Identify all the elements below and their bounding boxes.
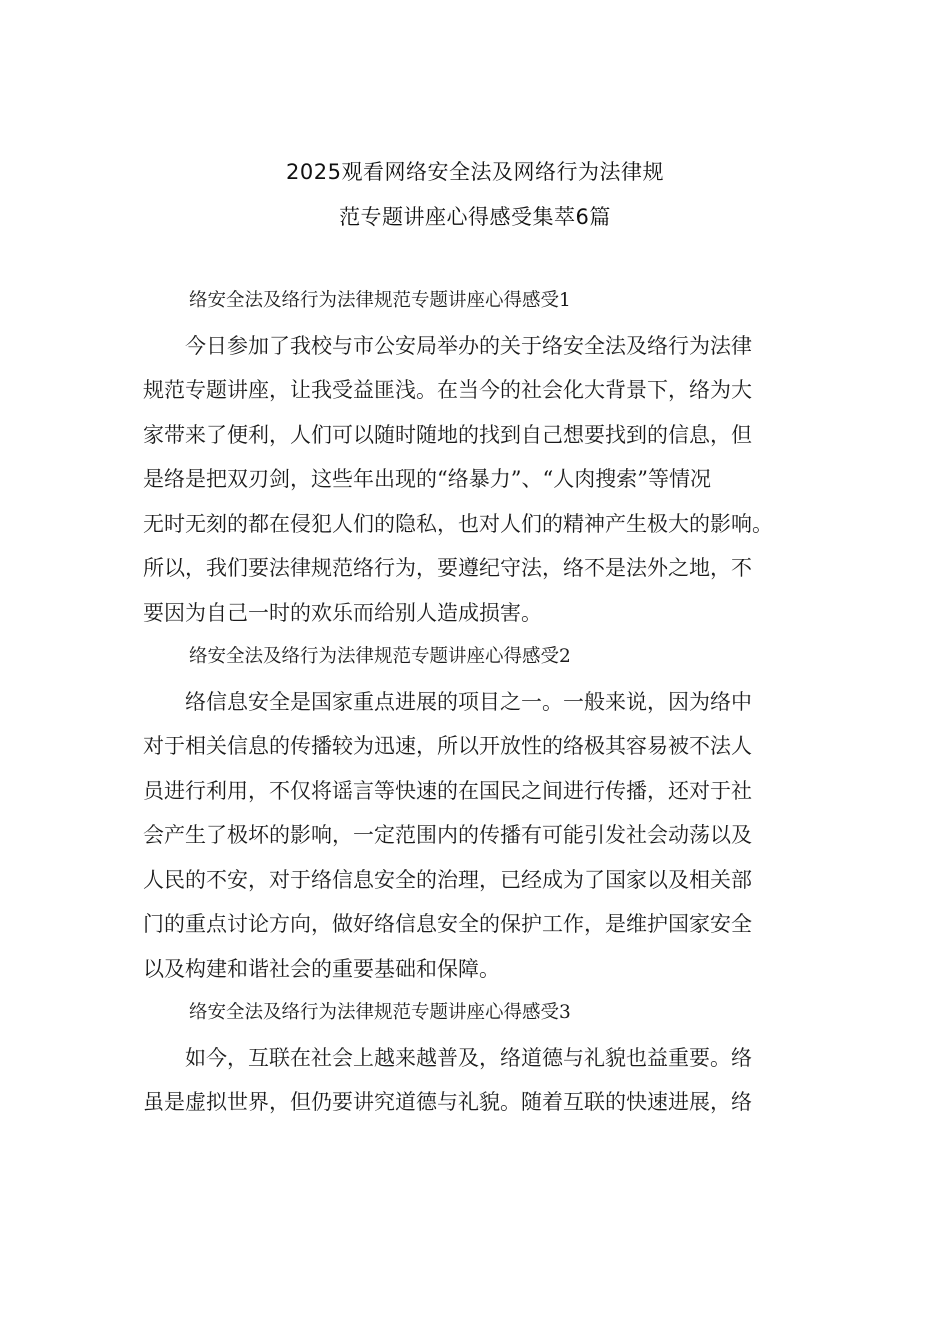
document-title: [100, 150, 850, 239]
title-line-2: 范专题讲座心得感受集萃6篇: [339, 204, 611, 229]
paragraph-line: 以及构建和谐社会的重要基础和保障。: [143, 956, 500, 981]
paragraph-line: 家带来了便利，人们可以随时随地的找到自己想要找到的信息，但: [143, 422, 752, 447]
paragraph-line: 无时无刻的都在侵犯人们的隐私，也对人们的精神产生极大的影响。: [143, 511, 773, 536]
section-1: [143, 279, 813, 635]
section-2: [143, 635, 813, 991]
section-heading: 络安全法及络行为法律规范专题讲座心得感受3: [189, 1002, 571, 1023]
paragraph-line: 所以，我们要法律规范络行为，要遵纪守法，络不是法外之地，不: [143, 556, 752, 580]
paragraph-line: 规范专题讲座，让我受益匪浅。在当今的社会化大背景下，络为大: [143, 378, 752, 402]
section-heading: 络安全法及络行为法律规范专题讲座心得感受2: [189, 646, 571, 667]
paragraph-line: 如今，互联在社会上越来越普及，络道德与礼貌也益重要。络: [185, 1045, 752, 1070]
paragraph-line: 会产生了极坏的影响，一定范围内的传播有可能引发社会动荡以及: [143, 823, 752, 847]
document-body: [143, 279, 813, 1125]
paragraph-line: 络信息安全是国家重点进展的项目之一。一般来说，因为络中: [185, 689, 752, 714]
section-heading: 络安全法及络行为法律规范专题讲座心得感受1: [189, 290, 571, 311]
section-3: [143, 991, 813, 1125]
paragraph-line: 今日参加了我校与市公安局举办的关于络安全法及络行为法律: [185, 333, 752, 358]
paragraph-line: 是络是把双刃剑，这些年出现的“络暴力”、“人肉搜索”等情况: [143, 467, 711, 491]
paragraph-line: 门的重点讨论方向，做好络信息安全的保护工作，是维护国家安全: [143, 912, 752, 936]
paragraph-line: 员进行利用，不仅将谣言等快速的在国民之间进行传播，还对于社: [143, 778, 752, 803]
paragraph-line: 对于相关信息的传播较为迅速，所以开放性的络极其容易被不法人: [143, 734, 752, 758]
paragraph-line: 虽是虚拟世界，但仍要讲究道德与礼貌。随着互联的快速进展，络: [143, 1090, 752, 1114]
paragraph-line: 要因为自己一时的欢乐而给别人造成损害。: [143, 600, 542, 625]
title-line-1: 2025观看网络安全法及网络行为法律规: [286, 160, 664, 185]
paragraph-line: 人民的不安，对于络信息安全的治理，已经成为了国家以及相关部: [143, 867, 752, 892]
